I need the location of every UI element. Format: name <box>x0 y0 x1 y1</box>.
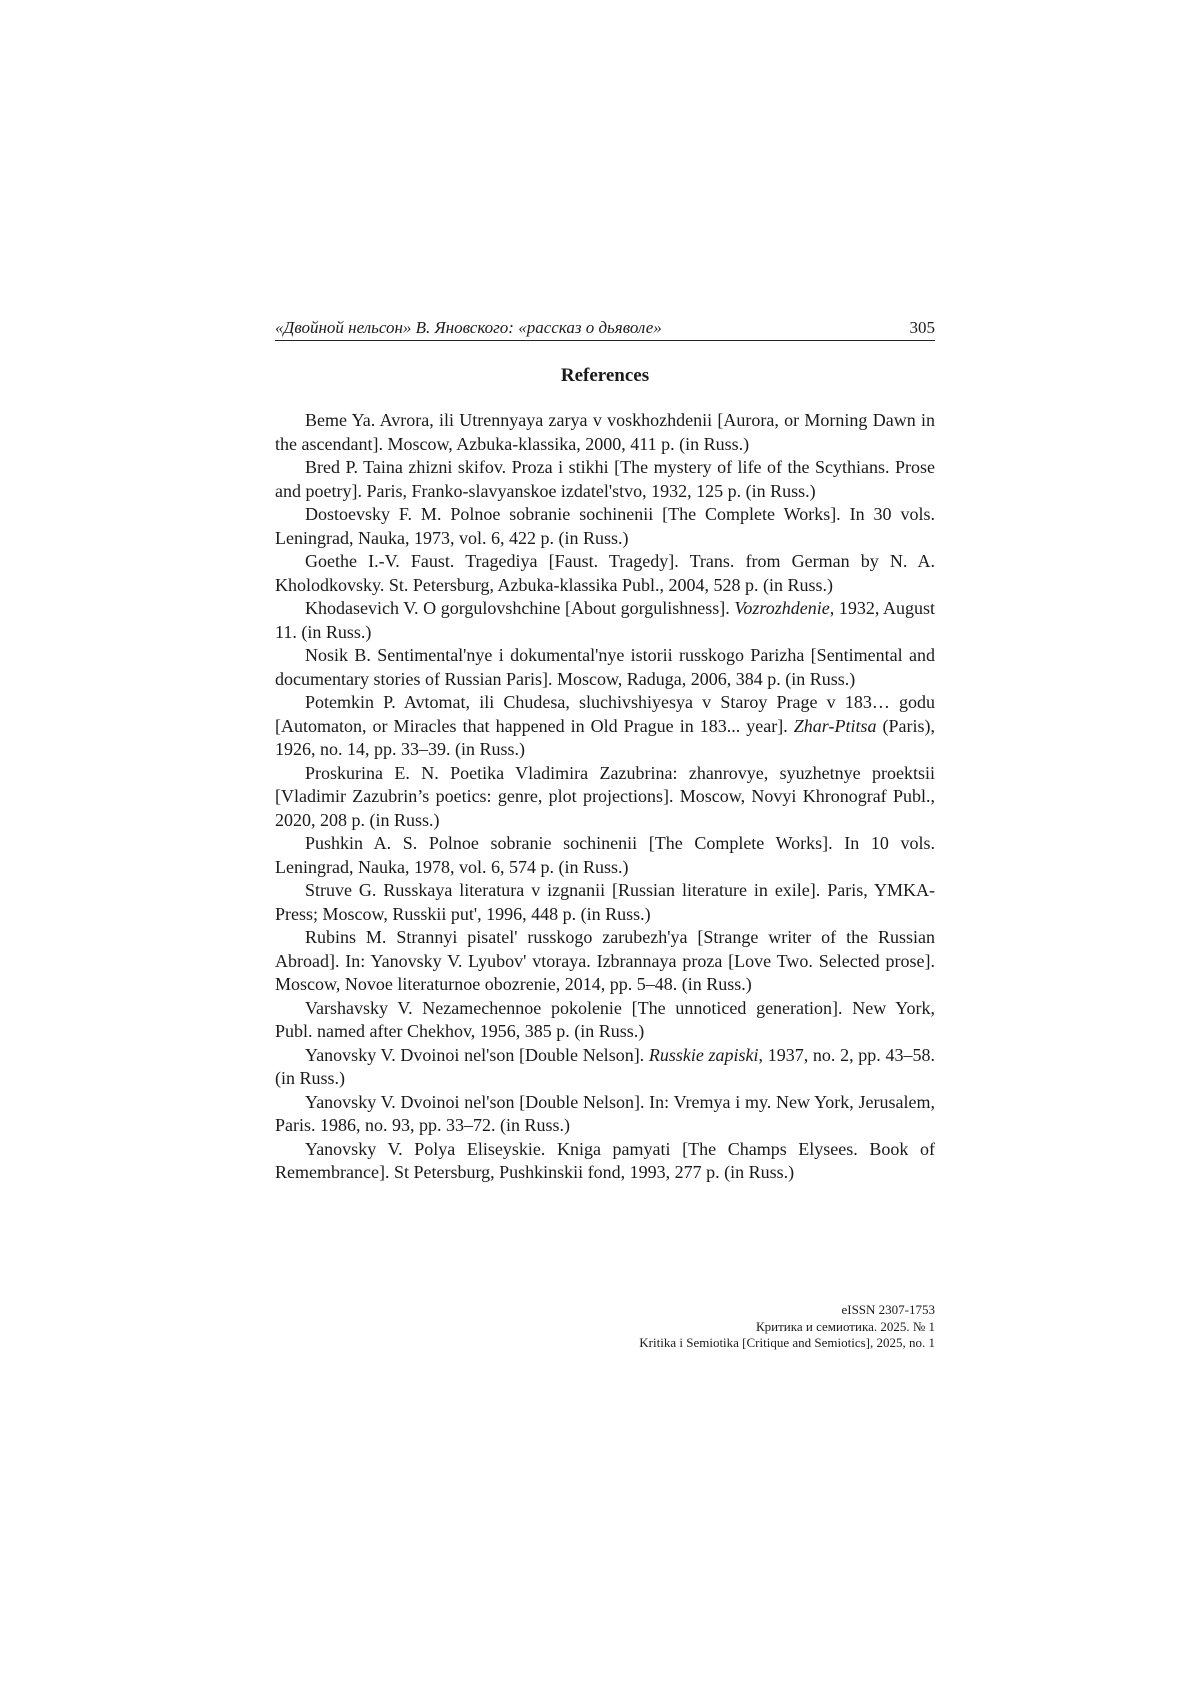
reference-journal-title: Russkie zapiski <box>648 1044 759 1065</box>
reference-text: Potemkin P. Avtomat, ili Chudesa, sluchivshiyesya v Staroy Prage v 183… godu [Automaton, or Miracles that happened in Old Prague in 183... year]. <box>275 692 935 736</box>
reference-text: (Paris), 1926, no. 14, pp. 33–39. (in Russ.) <box>275 715 935 759</box>
reference-text: Dostoevsky F. M. Polnoe sobranie sochinenii [The Complete Works]. In 30 vols. Leningrad, Nauka, 1973, vol. 6, 422 p. (in Russ.) <box>275 504 935 548</box>
reference-text: , 1932, August 11. (in Russ.) <box>275 598 935 642</box>
reference-item <box>275 503 935 550</box>
reference-text: Rubins M. Strannyi pisatel' russkogo zarubezh'ya [Strange writer of the Russian Abroad]. In: Yanovsky V. Lyubov' vtoraya. Izbrannaya proza [Love Two. Selected prose]. Moscow, Novoe literaturnoe obozrenie, 2014, pp. 5–48. (in Russ.) <box>275 927 935 994</box>
running-title: «Двойной нельсон» В. Яновского: «рассказ о дьяволе» <box>275 318 662 337</box>
reference-text: Khodasevich V. O gorgulovshchine [About gorgulishness]. <box>305 598 735 618</box>
reference-item <box>275 644 935 691</box>
reference-text: Yanovsky V. Dvoinoi nel'son [Double Nelson]. In: Vremya i my. New York, Jerusalem, Paris. 1986, no. 93, pp. 33–72. (in Russ.) <box>275 1091 935 1135</box>
reference-item <box>275 832 935 879</box>
reference-text: , 1937, no. 2, pp. 43–58. (in Russ.) <box>275 1044 935 1088</box>
reference-item <box>275 691 935 762</box>
page-footer <box>275 1302 935 1352</box>
page-number: 305 <box>909 318 935 337</box>
reference-item <box>275 926 935 997</box>
reference-item <box>275 879 935 926</box>
footer-journal-en: Kritika i Semiotika [Critique and Semiotics], 2025, no. 1 <box>639 1335 935 1350</box>
reference-item <box>275 409 935 456</box>
reference-item <box>275 997 935 1044</box>
reference-text: Yanovsky V. Dvoinoi nel'son [Double Nelson]. <box>305 1044 649 1065</box>
footer-journal-ru: Критика и семиотика. 2025. № 1 <box>755 1318 935 1334</box>
reference-text: Beme Ya. Avrora, ili Utrennyaya zarya v voskhozhdenii [Aurora, or Morning Dawn in the ascendant]. Moscow, Azbuka-klassika, 2000, 411 p. (in Russ.) <box>275 410 935 454</box>
reference-item <box>275 456 935 503</box>
reference-item <box>275 1138 935 1185</box>
section-title: References <box>560 365 650 386</box>
reference-text: Bred P. Taina zhizni skifov. Proza i stikhi [The mystery of life of the Scythians. Prose and poetry]. Paris, Franko-slavyanskoe izdatel'stvo, 1932, 125 p. (in Russ.) <box>275 457 935 501</box>
reference-text: Proskurina E. N. Poetika Vladimira Zazubrina: zhanrovye, syuzhetnye proektsii [Vladimir Zazubrin’s poetics: genre, plot projections]. Moscow, Novyi Khronograf Publ., 2020, 208 p. (in Russ.) <box>275 762 935 830</box>
reference-text: Goethe I.-V. Faust. Tragediya [Faust. Tragedy]. Trans. from German by N. A. Kholodkovsky. St. Petersburg, Azbuka-klassika Publ., 2004, 528 p. (in Russ.) <box>275 551 935 595</box>
reference-item <box>275 1044 935 1091</box>
reference-text: Yanovsky V. Polya Eliseyskie. Kniga pamyati [The Champs Elysees. Book of Remembrance]. St Petersburg, Pushkinskii fond, 1993, 277 p. (in Russ.) <box>275 1138 935 1182</box>
reference-journal-title: Zhar-Ptitsa <box>793 715 877 736</box>
reference-item <box>275 762 935 833</box>
reference-item <box>275 550 935 597</box>
reference-text: Struve G. Russkaya literatura v izgnanii [Russian literature in exile]. Paris, YMKA-Press; Moscow, Russkii put', 1996, 448 p. (in Russ.) <box>275 880 935 924</box>
footer-issn: eISSN 2307-1753 <box>841 1302 935 1317</box>
reference-list <box>275 409 935 1185</box>
page-body <box>275 318 935 1185</box>
reference-text: Nosik B. Sentimental'nye i dokumental'nye istorii russkogo Parizha [Sentimental and documentary stories of Russian Paris]. Moscow, Raduga, 2006, 384 p. (in Russ.) <box>275 645 935 689</box>
reference-text: Pushkin A. S. Polnoe sobranie sochinenii [The Complete Works]. In 10 vols. Leningrad, Nauka, 1978, vol. 6, 574 p. (in Russ.) <box>275 833 935 877</box>
running-header <box>275 318 935 341</box>
reference-item <box>275 597 935 644</box>
reference-text: Varshavsky V. Nezamechennoe pokolenie [The unnoticed generation]. New York, Publ. named after Chekhov, 1956, 385 p. (in Russ.) <box>275 997 935 1041</box>
reference-journal-title: Vozrozhdenie <box>734 598 830 618</box>
reference-item <box>275 1091 935 1138</box>
